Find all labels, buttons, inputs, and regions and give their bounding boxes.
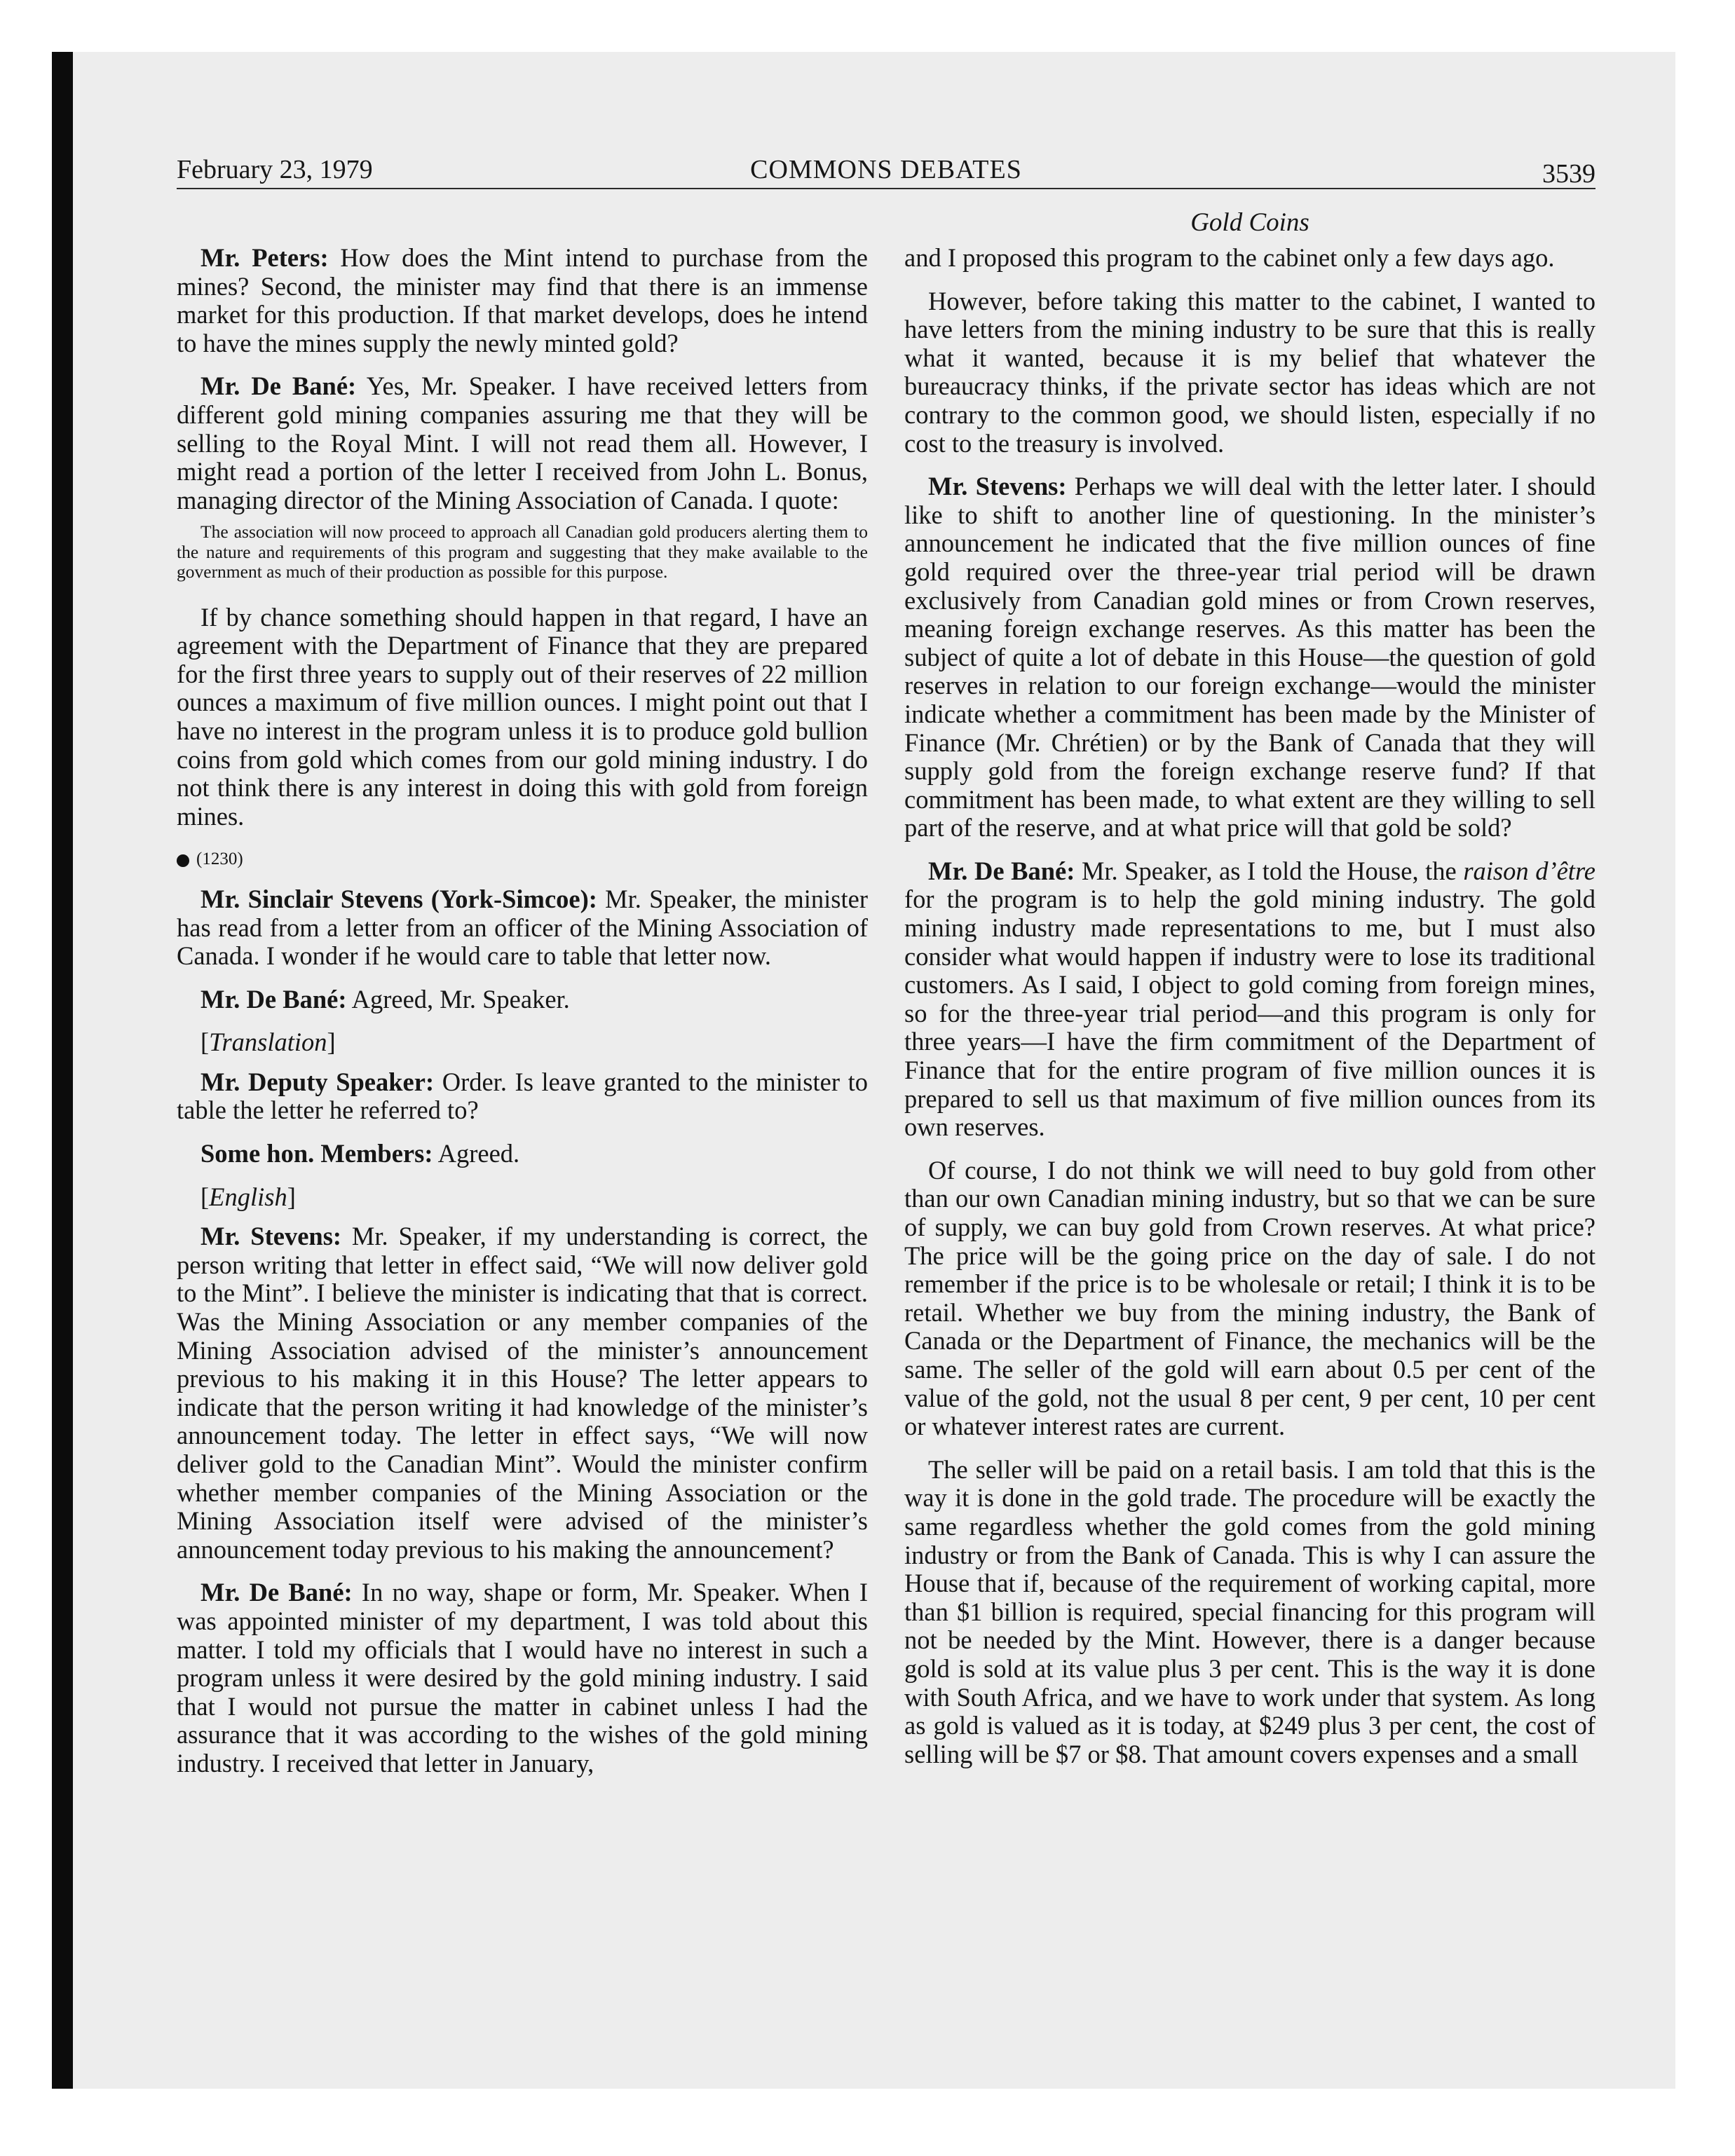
speech-text: Of course, I do not think we will need to buy gold from other than our own Canadian mining industry, but so that we can be sure of supply, we can buy gold from Crown reserves. At what price? The price will be the going price on the day of sale. I do not remember if the price is to be wholesale or retail; I think it is to be retail. Whether we buy from the mining industry, the Bank of Canada or the Department of Finance, the mechanics will be the same. The seller of the gold will earn about 0.5 per cent of the value of the gold, not the usual 8 per cent, 9 per cent, 10 per cent or whatever interest rates are current.	[904, 1155, 1595, 1441]
speaker-name: Mr. Deputy Speaker:	[200, 1067, 435, 1096]
speaker-name: Mr. De Bané:	[200, 1578, 353, 1607]
header-title: COMMONS DEBATES	[750, 155, 1022, 184]
speaker-name: Mr. De Bané:	[928, 856, 1075, 885]
paragraph	[904, 244, 1595, 273]
speech-text: Perhaps we will deal with the letter later. I should like to shift to another line of questioning. In the minister’s announcement he indicated that the five million ounces of fine gold required over the three-year trial period will be drawn exclusively from Canadian gold mines or from Crown reserves, meaning foreign exchange reserves. As this matter has been the subject of quite a lot of debate in this House—the question of gold reserves in relation to our foreign exchange—would the minister indicate whether a commitment has been made by the Minister of Finance (Mr. Chrétien) or by the Bank of Canada that they will supply gold from the foreign exchange reserve fund? If that commitment has been made, to what extent are they willing to sell part of the reserve, and at what price will that gold be sold?	[904, 472, 1595, 842]
speech-text: Yes, Mr. Speaker. I have received letters from different gold mining companies assuring me that they will be selling to the Royal Mint. I will not read them all. However, I might read a portion of the letter I received from John L. Bonus, managing director of the Mining Association of Canada. I quote:	[177, 371, 868, 514]
speech-text: In no way, shape or form, Mr. Speaker. When I was appointed minister of my department, I was told about this matter. I told my officials that I would have no interest in such a program unless it were desired by the gold mining industry. I said that I would not pursue the matter in cabinet unless I had the assurance that it was according to the wishes of the gold mining industry. I received that letter in January,	[177, 1578, 868, 1778]
time-marker	[177, 845, 868, 874]
binding-edge	[52, 52, 73, 2089]
page-header	[177, 153, 1595, 189]
speech-text: Mr. Speaker, if my understanding is correct, the person writing that letter in effect said, “We will now deliver gold to the Mint”. I believe the minister is indicating that that is correct. Was the Mining Association or any member companies of the Mining Association advised of the minister’s announcement previous to his making it in this House? The letter appears to indicate that the person writing it had knowledge of the minister’s announcement today. The letter in effect says, “We will now deliver gold to the Canadian Mint”. Would the minister confirm whether member companies of the Mining Association or the Mining Association itself were advised of the minister’s announcement today previous to his making the announcement?	[177, 1222, 868, 1564]
paragraph	[177, 1578, 868, 1778]
paragraph	[904, 287, 1595, 458]
paragraph	[904, 857, 1595, 1142]
speech-text: However, before taking this matter to the cabinet, I wanted to have letters from the mining industry to be sure that this is really what it wanted, because it is my belief that whatever the bureaucracy thinks, if the private sector has ideas which are not contrary to the common good, we should listen, especially if no cost to the treasury is involved.	[904, 286, 1595, 458]
speaker-name: Mr. De Bané:	[200, 984, 347, 1014]
speech-text: The seller will be paid on a retail basis. I am told that this is the way it is done in the gold trade. The procedure will be exactly the same regardless whether the gold comes from the gold mining industry or from the Bank of Canada. This is why I can assure the House that if, because of the requirement of working capital, more than $1 billion is required, special financing for this program will not be needed by the Mint. However, there is a danger because gold is sold at its value plus 3 per cent. This is the way it is done with South Africa, and we have to work under that system. As long as gold is valued as it is today, at $249 plus 3 per cent, the cost of selling will be $7 or $8. That amount covers expenses and a small	[904, 1454, 1595, 1768]
speech-text: Agreed.	[433, 1139, 520, 1168]
speech-text: and I proposed this program to the cabinet only a few days ago.	[904, 243, 1555, 272]
speech-text: How does the Mint intend to purchase from the mines? Second, the minister may find that there is an immense market for this production. If that market develops, does he intend to have the mines supply the newly minted gold?	[177, 243, 868, 357]
speech-text: for the program is to help the gold mining industry. The gold mining industry made representations to me, but I must also consider what would happen if industry were to lose its traditional customers. As I said, I object to gold coming from foreign mines, so for the three-year trial period—and this program is only for three years—I have the firm commitment of the Department of Finance that for the entire program of five million ounces it is prepared to sell us that maximum of five million ounces from its own reserves.	[904, 885, 1595, 1142]
header-date: February 23, 1979	[177, 155, 373, 184]
speech-text: Mr. Speaker, the minister has read from a letter from an officer of the Mining Association of Canada. I wonder if he would care to table that letter now.	[177, 884, 868, 971]
paragraph	[177, 1222, 868, 1564]
english-text: English	[209, 1182, 287, 1211]
speaker-name: Mr. Stevens:	[928, 472, 1067, 501]
paragraph	[177, 372, 868, 514]
speech-text: Agreed, Mr. Speaker.	[346, 984, 570, 1014]
paragraph	[177, 885, 868, 971]
speaker-name: Mr. Sinclair Stevens (York-Simcoe):	[200, 884, 597, 913]
time-marker-label: (1230)	[196, 850, 243, 869]
translation-label: [Translation]	[200, 1028, 336, 1057]
italic-phrase: raison d’être	[1463, 856, 1595, 885]
paragraph	[177, 244, 868, 357]
speaker-name: Mr. De Bané:	[200, 371, 357, 401]
speech-text: Mr. Speaker, as I told the House, the	[1075, 856, 1464, 885]
paragraph	[904, 1157, 1595, 1441]
speech-text: If by chance something should happen in that regard, I have an agreement with the Department of Finance that they are prepared for the first three years to supply out of their reserves of 22 million ounces a maximum of five million ounces. I might point out that I have no interest in the program unless it is to produce gold bullion coins from gold which comes from our gold mining industry. I do not think there is any interest in doing this with gold from foreign mines.	[177, 602, 868, 831]
right-column	[904, 244, 1595, 1783]
translation-text: Translation	[209, 1028, 327, 1057]
paragraph	[904, 472, 1595, 842]
speech-text: Order. Is leave granted to the minister to table the letter he referred to?	[177, 1067, 868, 1125]
paragraph	[177, 985, 868, 1014]
speaker-name: Mr. Stevens:	[200, 1222, 342, 1251]
speaker-name: Some hon. Members:	[200, 1139, 433, 1168]
speaker-name: Mr. Peters:	[200, 243, 329, 272]
page-number: 3539	[1542, 159, 1595, 189]
block-quote: The association will now proceed to approach all Canadian gold producers alerting them to the nature and requirements of this program and suggesting that they make available to the government as much of their production as possible for this purpose.	[177, 521, 868, 582]
paragraph	[177, 603, 868, 831]
section-title: Gold Coins	[1190, 208, 1309, 237]
english-label: [English]	[200, 1182, 296, 1211]
paragraph	[177, 1068, 868, 1125]
paragraph	[177, 1140, 868, 1168]
paragraph	[904, 1456, 1595, 1769]
left-column	[177, 244, 868, 1793]
bullet-icon	[177, 854, 189, 867]
